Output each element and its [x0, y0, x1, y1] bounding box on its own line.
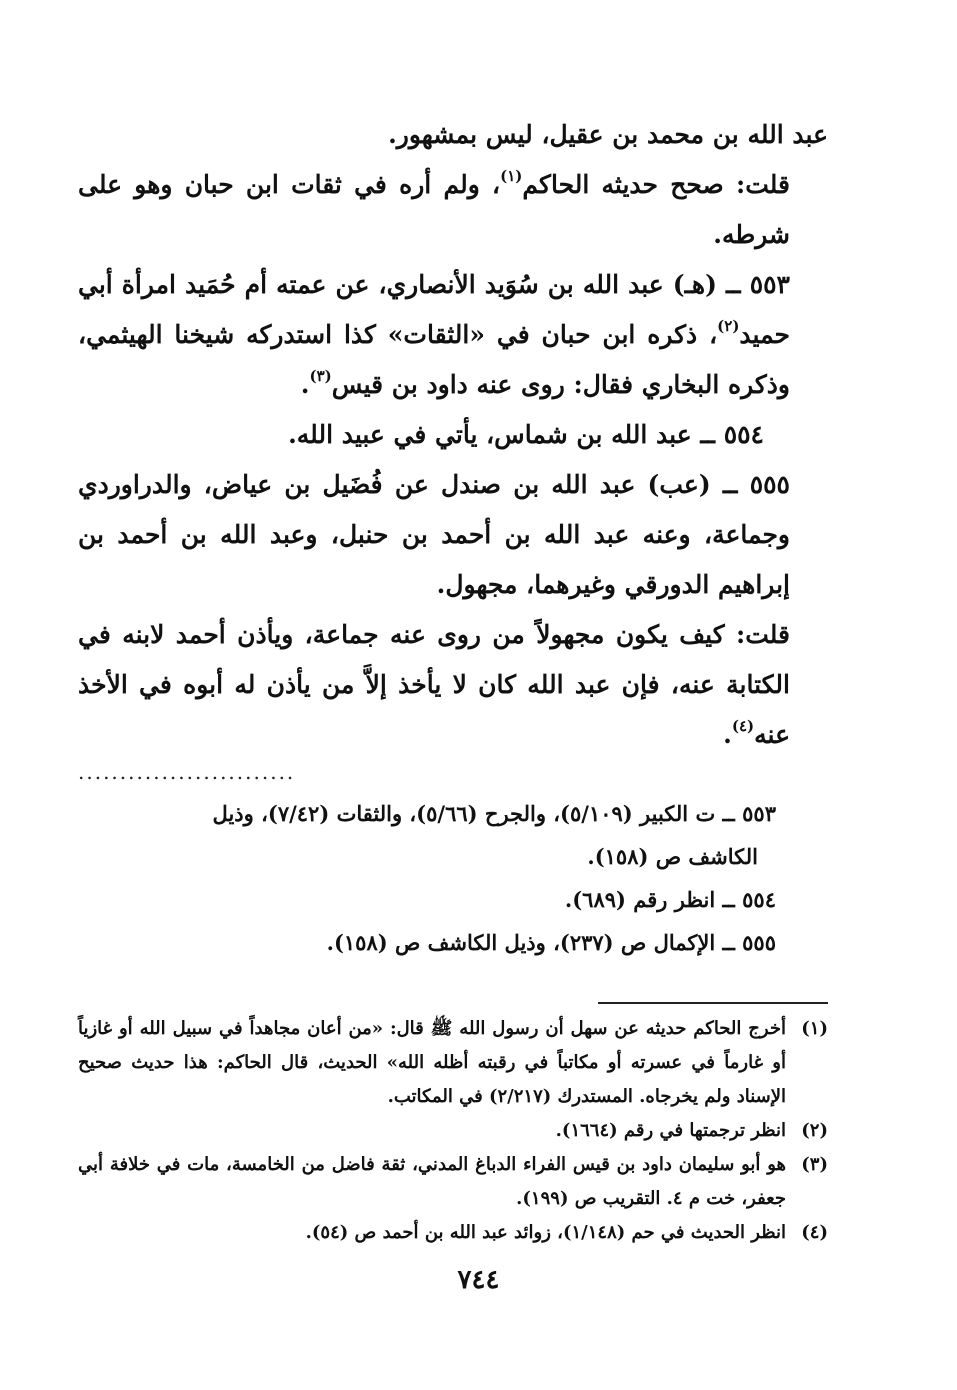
paragraph-comment-2 — [78, 610, 828, 760]
source-553-cont: الكاشف ص (١٥٨). — [587, 844, 758, 869]
text-span: قلت: صحح حديثه الحاكم — [522, 170, 790, 199]
entry-553 — [78, 260, 828, 410]
footnote-item — [78, 1114, 828, 1148]
footnote-item — [78, 1148, 828, 1216]
sources-block — [78, 792, 828, 964]
dotted-separator: .......................... — [78, 760, 296, 784]
source-555: ٥٥٥ ــ الإكمال ص (٢٣٧)، وذيل الكاشف ص (١٥٨). — [326, 930, 776, 955]
footnote-number: (٤) — [801, 1222, 828, 1243]
book-page — [78, 110, 828, 1250]
entry-554 — [78, 410, 828, 460]
text-span: ، ولم أره في ثقات ابن حبان وهو على شرطه. — [78, 170, 790, 249]
paragraph-comment-1 — [78, 160, 828, 260]
footnote-text: هو أبو سليمان داود بن قيس الفراء الدباغ المدني، ثقة فاضل من الخامسة، مات في خلافة أبي جعفر، خت م ٤. التقريب ص (١٩٩). — [78, 1154, 786, 1209]
footnote-ref-1[interactable]: (١) — [500, 166, 523, 185]
source-554: ٥٥٤ ــ انظر رقم (٦٨٩). — [564, 887, 776, 912]
footnote-item — [78, 1216, 828, 1250]
footnote-text: أخرج الحاكم حديثه عن سهل أن رسول الله ﷺ قال: «من أعان مجاهداً في سبيل الله أو غازياً أو غارماً في عسرته أو مكاتباً في رقبته أظله الله» الحديث، قال الحاكم: هذا حديث صحيح الإسناد ولم يخرجاه. المستدرك (٢/٢١٧) في المكاتب. — [78, 1018, 786, 1107]
footnote-rule — [598, 1002, 828, 1004]
footnote-item — [78, 1012, 828, 1114]
text-span: . — [723, 720, 732, 749]
page-number: ٧٤٤ — [457, 1265, 500, 1295]
text-span: ٥٥٥ ــ (عب) عبد الله بن صندل عن فُضَيل بن عياض، والدراوردي وجماعة، وعنه عبد الله بن أحمد بن حنبل، وعبد الله بن أحمد بن إبراهيم الدورقي وغيرهما، مجهول. — [78, 470, 790, 599]
footnote-number: (٢) — [801, 1120, 828, 1141]
text-line — [78, 110, 828, 160]
text-span: ٥٥٣ ــ (هـ) عبد الله بن سُوَيد الأنصاري، عن عمته أم حُمَيد امرأة أبي حميد — [78, 270, 790, 349]
footnote-number: (١) — [801, 1018, 828, 1039]
entry-555 — [78, 460, 828, 610]
text-span: ، ذكره ابن حبان في «الثقات» كذا استدركه شيخنا الهيثمي، وذكره البخاري فقال: روى عنه داود بن قيس — [78, 320, 790, 399]
footnote-text: انظر الحديث في حم (١/١٤٨)، زوائد عبد الله بن أحمد ص (٥٤). — [305, 1222, 786, 1243]
footnote-number: (٣) — [801, 1154, 828, 1175]
footnote-text: انظر ترجمتها في رقم (١٦٦٤). — [555, 1120, 786, 1141]
footnote-ref-3[interactable]: (٣) — [309, 366, 332, 385]
footnotes — [78, 1012, 828, 1250]
footnote-ref-2[interactable]: (٢) — [717, 316, 740, 335]
source-553: ٥٥٣ ــ ت الكبير (٥/١٠٩)، والجرح (٥/٦٦)، والثقات (٧/٤٢)، وذيل — [212, 801, 776, 826]
text-span: ٥٥٤ ــ عبد الله بن شماس، يأتي في عبيد الله. — [288, 420, 764, 449]
text-span: عبد الله بن محمد بن عقيل، ليس بمشهور. — [388, 120, 828, 149]
text-span: قلت: كيف يكون مجهولاً من روى عنه جماعة، ويأذن أحمد لابنه في الكتابة عنه، فإن عبد الله كان لا يأخذ إلاَّ من يأذن له أبوه في الأخذ عنه — [78, 620, 790, 749]
footnote-ref-4[interactable]: (٤) — [731, 716, 755, 735]
text-span: . — [300, 370, 310, 399]
main-text — [78, 110, 828, 760]
